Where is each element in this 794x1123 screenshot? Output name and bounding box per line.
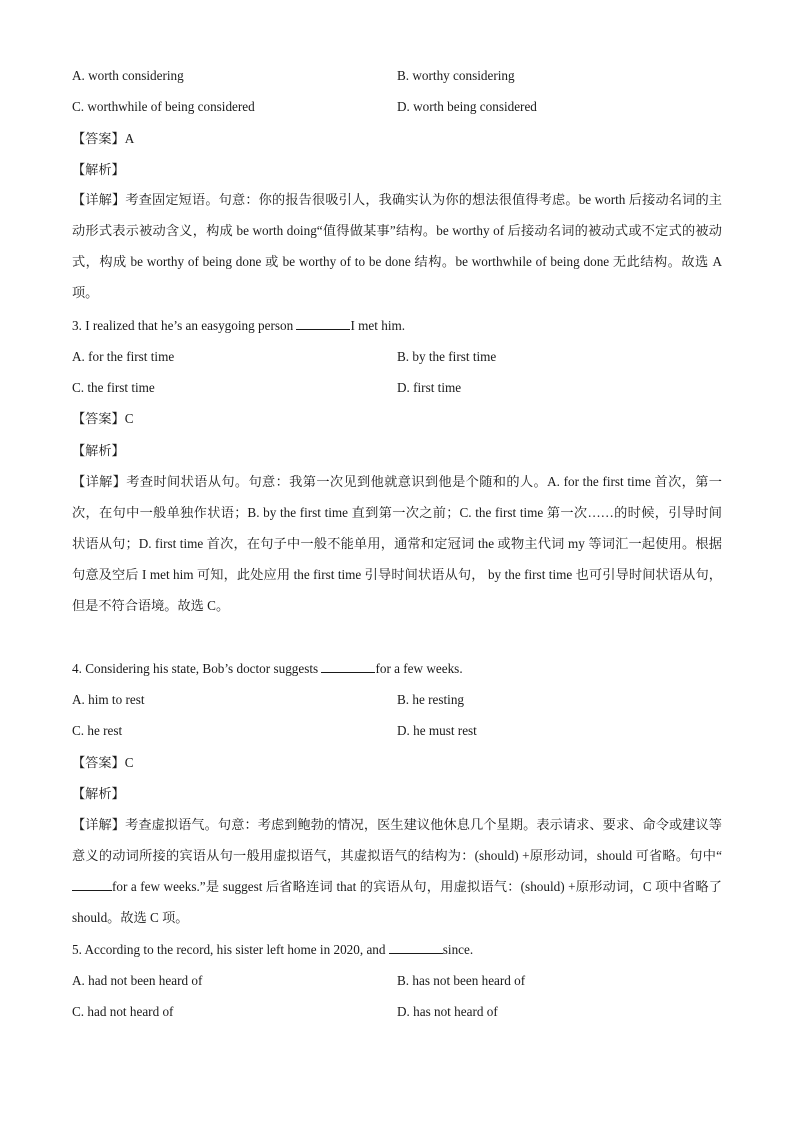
q3-option-d: D. first time xyxy=(397,380,462,395)
q5-stem-before: 5. According to the record, his sister left home in 2020, and xyxy=(72,942,389,957)
q3-option-a: A. for the first time xyxy=(72,349,175,364)
q4-option-b: B. he resting xyxy=(397,692,465,707)
q3-option-b: B. by the first time xyxy=(397,349,497,364)
q3-option-c: C. the first time xyxy=(72,380,155,395)
q4-option-a: A. him to rest xyxy=(72,692,145,707)
q3-stem-before: 3. I realized that he’s an easygoing person xyxy=(72,318,297,333)
q2-option-a: A. worth considering xyxy=(72,68,184,83)
q4-stem-before: 4. Considering his state, Bob’s doctor suggests xyxy=(72,661,322,676)
q4-blank xyxy=(321,660,375,673)
q4-stem xyxy=(72,660,463,678)
q4-stem-after: for a few weeks. xyxy=(375,661,463,676)
q5-stem-after: since. xyxy=(442,942,474,957)
q2-option-d: D. worth being considered xyxy=(397,99,537,114)
q2-explanation: 【详解】考查固定短语。句意：你的报告很吸引人，我确实认为你的想法很值得考虑。be worth 后接动名词的主动形式表示被动含义，构成 be worth doing“值得做某事”结构。be worthy of 后接动名词的被动式或不定式的被动式，构成 be worthy of being done 或 be worthy of to be done 结构。be worthwhile of being done 无此结构。故选 A 项。 xyxy=(72,192,722,300)
q5-blank xyxy=(389,941,443,954)
q3-stem-after: I met him. xyxy=(350,318,406,333)
q5-option-d: D. has not heard of xyxy=(397,1004,498,1019)
q4-explanation-after: for a few weeks.”是 suggest 后省略连词 that 的宾语从句，用虚拟语气：(should) +原形动词，C 项中省略了 should。故选 C 项。 xyxy=(72,879,722,925)
q2-analysis-label: 【解析】 xyxy=(72,162,125,177)
q4-option-d: D. he must rest xyxy=(397,723,477,738)
q2-answer: 【答案】A xyxy=(72,131,135,146)
q3-explanation: 【详解】考查时间状语从句。句意：我第一次见到他就意识到他是个随和的人。A. for the first time 首次，第一次，在句中一般单独作状语；B. by the first time 直到第一次之前；C. the first time 第一次……的时候，引导时间状语从句；D. first time 首次，在句子中一般不能单用，通常和定冠词 the 或物主代词 my 等词汇一起使用。根据句意及空后 I met him 可知，此处应用 the first time 引导时间状语从句， by the first time 也可引导时间状语从句，但是不符合语境。故选 C。 xyxy=(72,474,722,613)
q4-explanation-before: 【详解】考查虚拟语气。句意：考虑到鲍勃的情况，医生建议他休息几个星期。表示请求、要求、命令或建议等意义的动词所接的宾语从句一般用虚拟语气，其虚拟语气的结构为：(should) +原形动词，should 可省略。句中“ xyxy=(72,817,722,863)
q4-explanation-blank xyxy=(72,878,112,891)
q5-option-a: A. had not been heard of xyxy=(72,973,203,988)
q5-option-c: C. had not heard of xyxy=(72,1004,174,1019)
q5-stem xyxy=(72,941,473,959)
q3-stem xyxy=(72,317,405,335)
q3-analysis-label: 【解析】 xyxy=(72,443,125,458)
q4-answer: 【答案】C xyxy=(72,755,134,770)
q2-option-b: B. worthy considering xyxy=(397,68,515,83)
q4-analysis-label: 【解析】 xyxy=(72,786,125,801)
q4-explanation xyxy=(72,809,722,933)
q4-option-c: C. he rest xyxy=(72,723,123,738)
q2-option-c: C. worthwhile of being considered xyxy=(72,99,255,114)
q3-blank xyxy=(296,317,350,330)
q3-answer: 【答案】C xyxy=(72,411,134,426)
q5-option-b: B. has not been heard of xyxy=(397,973,526,988)
